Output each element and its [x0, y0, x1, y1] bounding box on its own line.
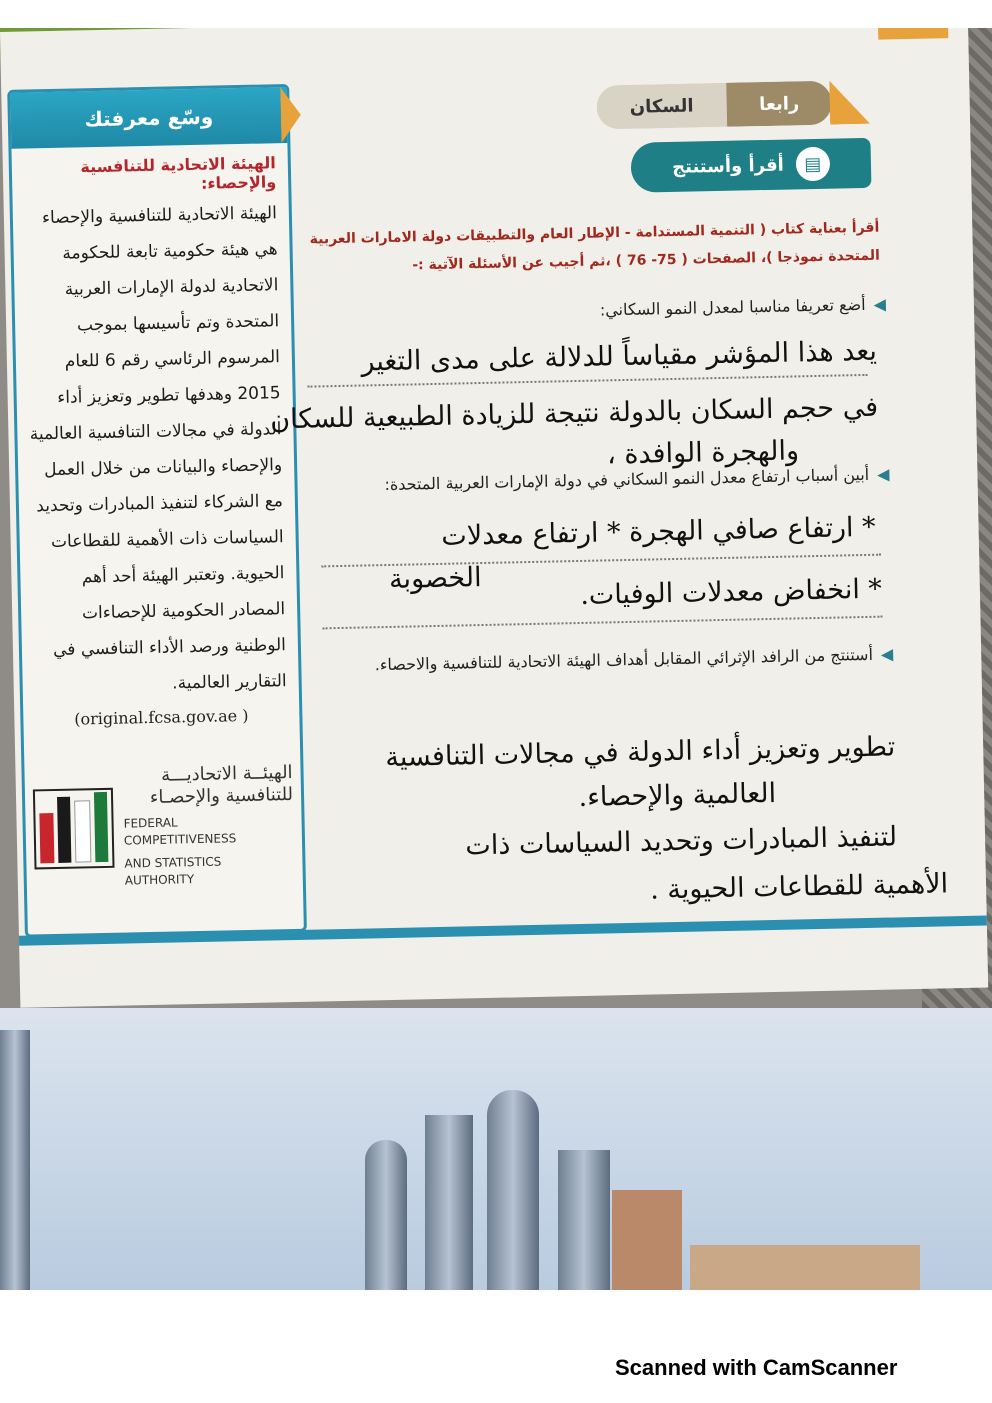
answer-2-line-3: * انخفاض معدلات الوفيات. — [579, 573, 883, 611]
textbook-page — [0, 28, 988, 1008]
building — [487, 1090, 539, 1290]
instructions: أقرأ بعناية كتاب ( التنمية المستدامة - الإطار العام والتطبيقات دولة الامارات العربية المتحدة نموذجا )، الصفحات ( 75- 76 ) ،ثم أجيب عن الأسئلة الآتية :- — [309, 219, 881, 274]
building — [612, 1190, 682, 1290]
answer-3-line-1: تطوير وتعزيز أداء الدولة في مجالات التنافسية — [384, 731, 896, 774]
answer-3-line-4: الأهمية للقطاعات الحيوية . — [649, 868, 949, 906]
enrichment-box-source: (original.fcsa.gov.ae ) — [74, 705, 249, 729]
building — [365, 1140, 407, 1290]
enrichment-box-body: الهيئة الاتحادية للتنافسية والإحصاء هي هيئة حكومية تابعة للحكومة الاتحادية لدولة الإمارات العربية المتحدة وتم تأسيسها بموجب المرسوم الرئاسي رقم 6 للعام 2015 وهدفها تطوير وتعزيز أداء الدولة في مجالات التنافسية العالمية والإحصاء والبيانات من خلال العمل مع الشركاء لتنفيذ المبادرات وتحديد السياسات ذات الأهمية للقطاعات الحيوية. وتعتبر الهيئة أحد أهم المصادر الحكومية للإحصاءات الوطنية ورصد الأداء التنافسي في التقارير العالمية. — [29, 203, 287, 694]
answer-1-line-1: يعد هذا المؤشر مقياساً للدلالة على مدى التغير — [361, 335, 878, 378]
section-title: السكان — [596, 83, 727, 130]
question-2-text: أبين أسباب ارتفاع معدل النمو السكاني في دولة الإمارات العربية المتحدة: — [384, 464, 870, 495]
logo-english-line1: FEDERAL COMPETITIVENESS — [123, 815, 237, 848]
header-arrow-icon — [280, 87, 301, 143]
logo-arabic-line1: الهيئــة الاتحاديـــة — [160, 762, 293, 786]
answer-1-line-2: في حجم السكان بالدولة نتيجة للزيادة الطبيعية للسكان — [269, 391, 879, 436]
enrichment-box-title: وسّع معرفتك — [84, 104, 214, 132]
building — [0, 1030, 30, 1290]
answer-1-line-3: والهجرة الوافدة ، — [606, 435, 800, 471]
answer-3-line-2: العالمية والإحصاء. — [578, 777, 777, 814]
logo-english-line2: AND STATISTICS AUTHORITY — [124, 854, 222, 888]
fcsa-logo — [24, 762, 303, 892]
fcsa-logo-icon — [33, 788, 115, 870]
book-icon: ▤ — [795, 147, 830, 182]
question-3-text: أستنتج من الرافد الإثرائي المقابل أهداف الهيئة الاتحادية للتنافسية والاحصاء. — [374, 644, 874, 675]
building — [690, 1245, 920, 1290]
corner-decoration — [878, 28, 949, 40]
question-3 — [318, 641, 893, 679]
building — [558, 1150, 610, 1290]
enrichment-box — [7, 84, 307, 938]
question-1-text: أضع تعريفا مناسبا لمعدل النمو السكاني: — [599, 294, 866, 320]
answer-2-line-2: الخصوبة — [388, 562, 482, 595]
logo-arabic-line2: للتنافسية والإحصـاء — [149, 784, 294, 809]
section-pill — [596, 81, 832, 130]
question-1 — [386, 292, 886, 328]
bullet-icon: ◀ — [873, 294, 887, 314]
scanner-watermark: Scanned with CamScanner — [615, 1355, 898, 1380]
building — [425, 1115, 473, 1290]
answer-3-line-3: لتنفيذ المبادرات وتحديد السياسات ذات — [465, 821, 898, 862]
pill-triangle-icon — [829, 80, 870, 125]
bullet-icon: ◀ — [880, 644, 894, 664]
enrichment-box-subtitle: الهيئة الاتحادية للتنافسية والإحصاء: — [80, 153, 277, 193]
banner-label: أقرأ وأستنتج — [671, 154, 785, 178]
question-2 — [309, 461, 889, 499]
scanned-photo — [0, 28, 992, 1290]
enrichment-box-header — [10, 87, 287, 149]
bullet-icon: ◀ — [876, 464, 890, 484]
answer-line — [323, 616, 883, 630]
answer-2-line-1: * ارتفاع صافي الهجرة * ارتفاع معدلات — [441, 511, 876, 552]
skyline-image — [0, 1008, 992, 1290]
read-infer-banner — [630, 138, 871, 193]
section-number: رابعا — [726, 81, 832, 127]
